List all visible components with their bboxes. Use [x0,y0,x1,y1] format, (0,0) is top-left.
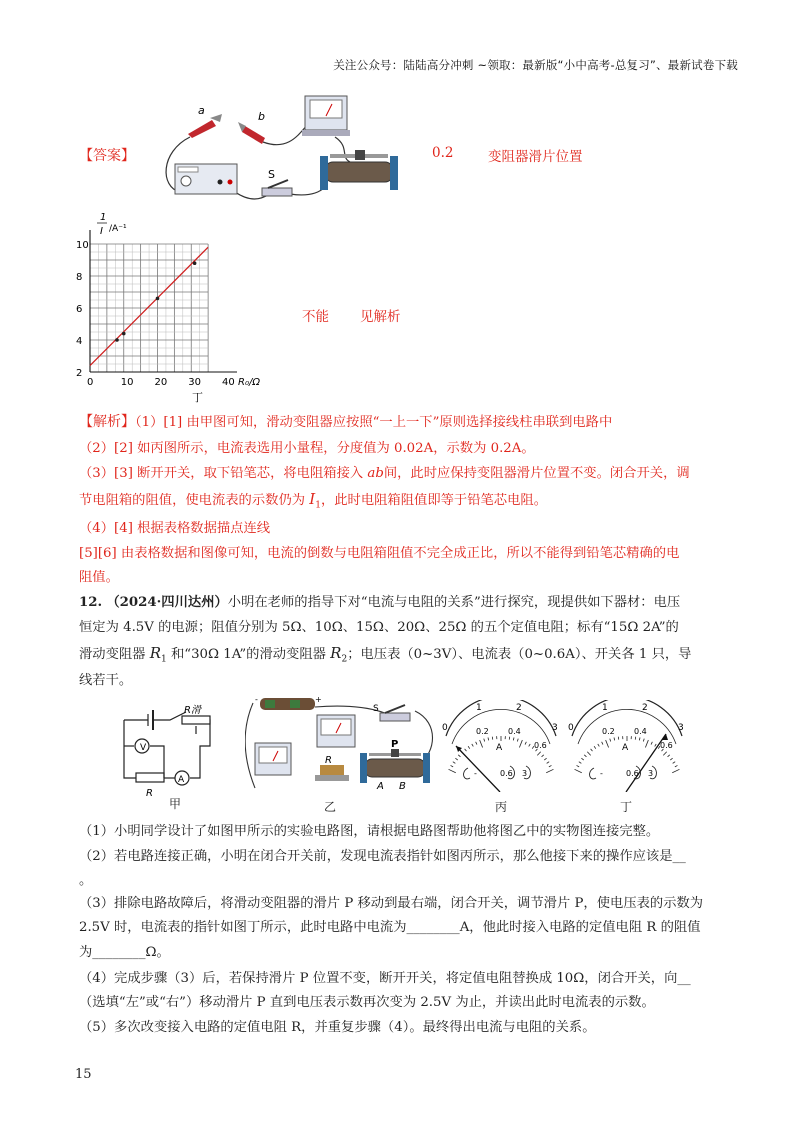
analysis-line-3: （3）[3] 断开开关，取下铅笔芯，将电阻箱接入 ab间，此时应保持变阻器滑片位置不变。闭合开关，调 [79,466,690,481]
dial-tick [525,742,526,745]
terminal-3: 3 [648,769,654,778]
voltmeter-icon [317,715,355,747]
terminal-minus: - [600,769,603,778]
dial-tick [513,737,514,740]
subquestion-2a: （2）若电路连接正确，小明在闭合开关前，发现电流表指针如图丙所示，那么他接下来的操作应该是__ [79,849,686,864]
svg-text:-: - [255,695,258,704]
x-tick-label: 30 [188,377,201,388]
apparatus-illustration [150,92,410,207]
switch-icon [262,180,292,196]
dial-tick [670,758,672,760]
dial-tick [639,737,640,740]
ammeter-icon [255,743,291,775]
resistor-icon [315,755,349,781]
subquestion-5: （5）多次改变接入电路的定值电阻 R，并重复步骤（4）。最终得出电流与电阻的关系。 [79,1020,596,1035]
x-tick-label: 40 [222,377,235,388]
data-point [115,338,119,342]
answer-value-3: 不能 [302,309,329,325]
dial-tick [453,762,455,764]
data-point [193,261,197,265]
question-number: 12. [79,595,103,610]
analysis-line-4: 节电阻箱的阻值，使电流表的示数仍为 $I_1$，此时电阻箱阻值即等于铅笔芯电阻。 [79,490,547,511]
voltmeter-symbol: V [140,743,147,753]
tick-top-2: 2 [642,703,648,713]
tick-inner-0.2: 0.2 [602,727,615,736]
y-tick-label: 4 [76,336,83,347]
page-number: 15 [75,1067,92,1082]
terminal-minus: - [474,769,477,778]
question-source: （2024·四川达州） [106,595,228,610]
question-line-4: 线若干。 [79,673,133,688]
question-line-2: 恒定为 4.5V 的电源；阻值分别为 5Ω、10Ω、15Ω、20Ω、25Ω 的五个定值电阻；标有“15Ω 2A”的 [79,620,679,635]
slider-label: P [391,739,399,750]
x-tick-label: 20 [154,377,168,388]
graph-axes [90,230,237,372]
rheostat-symbol-label: R滑 [184,705,201,716]
dial-tick [451,765,454,766]
analysis-line-6: [5][6] 由表格数据和图像可知，电流的倒数与电阻箱阻值不完全成正比，所以不能得到铅笔芯精确的电 [79,546,680,561]
y-axis-unit: /A⁻¹ [109,224,127,234]
y-tick-label: 8 [76,272,83,283]
needle-icon [626,734,666,792]
y-tick-label: 10 [76,240,89,251]
analysis-line-1: 【解析】（1）[1] 由甲图可知，滑动变阻器应按照“一上一下”原则选择接线柱串联到电路中 [79,414,613,430]
clip-a-icon [188,114,222,138]
caption-bing: 丙 [495,800,508,814]
subquestion-3c: 为________Ω。 [79,945,170,960]
subquestion-4b: （选填“左”或“右”）移动滑片 P 直到电压表示数再次变为 2.5V 为止，并读出此时电流表的示数。 [79,995,655,1010]
dial-tick [655,744,657,747]
rheostat-icon [360,739,430,792]
dial-tick [547,762,549,764]
dial-tick [549,765,552,766]
graph-grid [90,244,208,372]
analysis-line-2: （2）[2] 如丙图所示，电流表选用小量程，分度值为 0.02A，示数为 0.2A。 [79,441,535,456]
tick-top-1: 1 [602,703,608,713]
ammeter-icon [302,96,350,136]
subquestion-2b: 。 [79,873,93,888]
dial-tick [584,755,586,757]
dial-tick [519,740,522,747]
y-axis-label-denominator: I [100,226,103,237]
y-tick-label: 6 [76,304,83,315]
subquestion-3b: 2.5V 时，电流表的指针如图丁所示，此时电路中电流为________A，他此时接入电路的定值电阻 R 的阻值 [79,920,701,935]
dial-tick [668,755,670,757]
meter-unit: A [622,743,629,753]
subquestion-3a: （3）排除电路故障后，将滑动变阻器的滑片 P 移动到最右端，闭合开关，调节滑片 P，使电压表的示数为 [79,896,704,911]
rheostat-icon [320,150,398,190]
terminal-0.6: 0.6 [626,769,639,778]
meter-unit: A [496,743,503,753]
dial-tick [542,755,544,757]
dial-tick [575,769,582,772]
subquestion-4a: （4）完成步骤（3）后，若保持滑片 P 位置不变，断开开关，将定值电阻替换成 10Ω，闭合开关，向__ [79,971,691,986]
dial-tick [579,762,581,764]
dial-tick [468,746,470,748]
tick-inner-0.6: 0.6 [534,741,547,750]
ammeter-dial-ding [566,700,688,792]
needle-icon [456,746,500,792]
tick-inner-0.4: 0.4 [634,727,647,736]
data-point [122,332,126,336]
x-tick-label: 10 [120,377,134,388]
dial-tick [517,739,518,742]
analysis-label: 【解析】 [79,414,135,430]
ammeter-symbol: A [178,775,185,785]
resistor-symbol-label: R [146,788,153,799]
x-tick-label: 0 [87,377,94,388]
terminal-a-label: A [377,781,384,792]
analysis-line-5: （4）[4] 根据表格数据描点连线 [79,521,271,536]
dial-tick [449,769,456,772]
dial-tick [484,739,485,742]
dial-tick [645,740,648,747]
dial-tick [455,758,457,760]
tick-inner-0.2: 0.2 [476,727,489,736]
terminal-3: 3 [522,769,528,778]
x-axis-label: R₀/Ω [238,377,260,388]
dial-tick [598,744,600,747]
dial-tick [577,765,580,766]
tick-top-1: 1 [476,703,482,713]
dial-tick [651,742,652,745]
resistor-label: R [325,755,332,766]
switch-icon [373,704,410,721]
tick-top-3: 3 [552,723,558,733]
dial-tick [675,765,678,766]
dial-tick [544,758,546,760]
dial-tick [643,739,644,742]
caption-jia: 甲 [169,797,182,811]
dial-tick [594,746,596,748]
dial-tick [610,739,611,742]
clip-b-icon [238,122,265,144]
analysis-line-7: 阻值。 [79,570,119,585]
dial-tick [529,744,531,747]
tick-top-0: 0 [442,723,448,733]
dial-tick [672,769,679,772]
dial-tick [591,749,593,751]
answer-value-1: 0.2 [432,145,454,161]
dial-tick [537,752,540,756]
switch-label: S [373,704,379,714]
question-line-3: 滑动变阻器 $R_1$ 和“30Ω 1A”的滑动变阻器 $R_2$；电压表（0~3V）、电流表（0~0.6A）、开关各 1 只，导 [79,644,692,665]
dial-tick [581,758,583,760]
answer-label: 【答案】 [79,148,135,164]
clip-b-label: b [258,110,265,123]
dial-tick [587,752,590,756]
tick-top-0: 0 [568,723,574,733]
dial-tick [602,742,603,745]
dial-tick [465,749,467,751]
terminal-b-label: B [399,781,406,792]
dial-tick [472,744,474,747]
battery-pack-icon [255,695,322,710]
dial-tick [458,755,460,757]
dial-tick [663,752,666,756]
tick-top-3: 3 [678,723,684,733]
dial-tick [606,740,609,747]
caption-ding: 丁 [620,800,633,814]
y-axis-label-numerator: 1 [100,212,107,223]
dial-tick [480,740,483,747]
terminal-0.6: 0.6 [500,769,513,778]
graph-caption: 丁 [192,391,203,404]
data-point [156,297,160,301]
graph-ticks [76,240,235,388]
dial-tick [476,742,477,745]
apparatus-yi [245,693,440,795]
caption-yi: 乙 [324,800,337,814]
dial-tick [614,737,615,740]
y-tick-label: 2 [76,368,83,379]
tick-top-2: 2 [516,703,522,713]
clip-a-label: a [198,104,205,117]
inverse-current-graph [60,208,280,404]
svg-text:+: + [315,695,322,704]
data-points [115,261,196,341]
ammeter-dial-bing [440,700,562,792]
dial-tick [546,769,553,772]
page-header: 关注公众号：陆陆高分冲刺 ~领取：最新版“小中高考-总复习”、最新试卷下载 [333,58,738,72]
tick-inner-0.6: 0.6 [660,741,673,750]
answer-value-4: 见解析 [360,309,401,325]
switch-label: S [268,168,275,181]
tick-inner-0.4: 0.4 [508,727,521,736]
power-supply-icon [175,164,237,194]
answer-value-2: 变阻器滑片位置 [488,149,583,165]
dial-tick [488,737,489,740]
subquestion-1: （1）小明同学设计了如图甲所示的实验电路图，请根据电路图帮助他将图乙中的实物图连接完整。 [79,824,660,839]
question-line-1: 12. （2024·四川达州）小明在老师的指导下对“电流与电阻的关系”进行探究，现提供如下器材：电压 [79,595,681,610]
dial-tick [673,762,675,764]
